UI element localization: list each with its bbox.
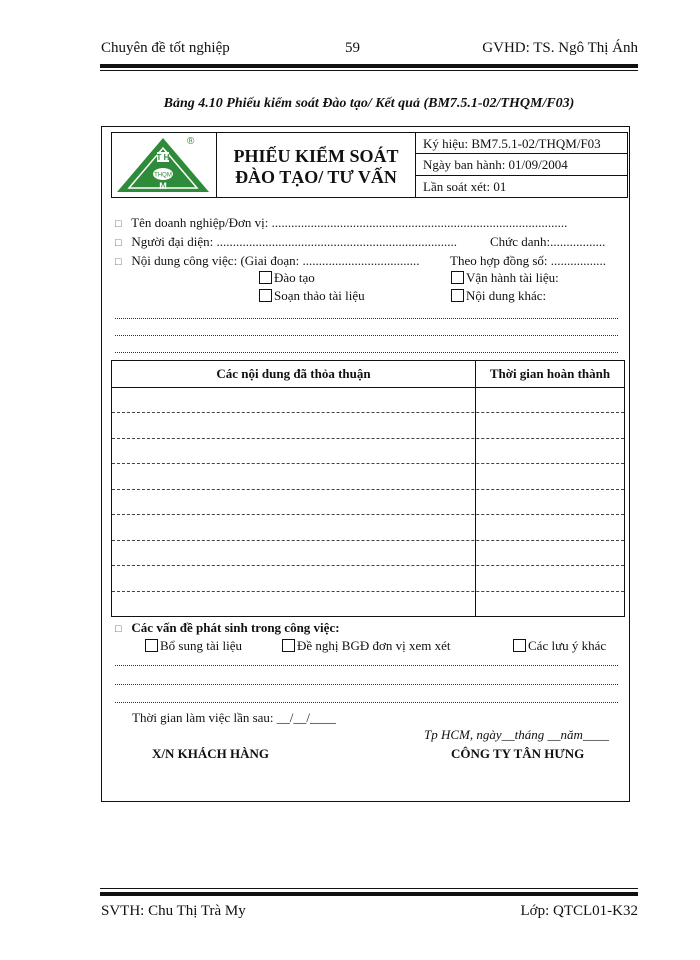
position-label[interactable]: Chức danh:................. — [490, 234, 606, 249]
meta-divider-2 — [415, 175, 628, 176]
bullet-square-icon: □ — [115, 256, 122, 268]
dotted-line — [115, 335, 618, 336]
checkbox-operate[interactable] — [451, 270, 559, 286]
footer-right: Lớp: QTCL01-K32 — [520, 903, 638, 919]
bullet-square-icon: □ — [115, 218, 122, 230]
checkbox-docs-label: Soạn thảo tài liệu — [274, 288, 365, 303]
checkbox-docs[interactable] — [259, 288, 365, 304]
footer-left: SVTH: Chu Thị Trà My — [101, 903, 246, 919]
checkbox-training[interactable] — [259, 270, 315, 286]
form-title-line2: ĐÀO TẠO/ TƯ VẤN — [235, 167, 397, 187]
footer-rule-thin — [100, 888, 638, 889]
checkbox-propose-label: Đề nghị BGĐ đơn vị xem xét — [297, 638, 451, 653]
representative-label: Người đại diện: .......................................................................... — [131, 234, 457, 249]
logo-center-text: THQM — [154, 172, 172, 179]
dotted-line — [115, 702, 618, 703]
checkbox-notes[interactable] — [513, 638, 606, 654]
checkbox-training-label: Đào tạo — [274, 270, 315, 285]
issues-line — [115, 620, 340, 636]
work-content-line[interactable] — [115, 253, 420, 269]
checkbox-notes-label: Các lưu ý khác — [528, 638, 607, 653]
revision: Lần soát xét: 01 — [423, 179, 507, 194]
company-label: Tên doanh nghiệp/Đơn vị: ........................................................................................... — [131, 215, 568, 230]
checkbox-box[interactable] — [259, 289, 272, 302]
meta-divider-1 — [415, 153, 628, 154]
table-caption: Bảng 4.10 Phiếu kiểm soát Đào tạo/ Kết quả (BM7.5.1-02/THQM/F03) — [163, 96, 575, 111]
header-right: GVHD: TS. Ngô Thị Ánh — [482, 40, 638, 56]
table-row[interactable] — [112, 412, 624, 413]
place-date: Tp HCM, ngày__tháng __năm____ — [424, 727, 609, 742]
header-divider-1 — [216, 132, 217, 198]
logo-top-text: T H — [156, 153, 170, 162]
checkbox-other[interactable] — [451, 288, 546, 304]
page-number: 59 — [345, 40, 360, 56]
checkbox-box[interactable] — [513, 639, 526, 652]
bullet-square-icon: □ — [115, 623, 122, 635]
dotted-line — [115, 684, 618, 685]
checkbox-add-docs[interactable] — [145, 638, 242, 654]
logo-bottom-text: M — [159, 181, 167, 191]
representative-line[interactable] — [115, 234, 457, 250]
checkbox-add-docs-label: Bổ sung tài liệu — [160, 638, 242, 653]
table-row[interactable] — [112, 514, 624, 515]
table-col-agreed-content: Các nội dung đã thỏa thuận — [216, 366, 371, 381]
work-content-label: Nội dung công việc: (Giai đoạn: .................................... — [131, 253, 420, 268]
dotted-line — [115, 352, 618, 353]
table-header-rule — [111, 387, 625, 388]
checkbox-box[interactable] — [259, 271, 272, 284]
contract-label[interactable]: Theo hợp đồng số: ................. — [450, 253, 607, 268]
signature-company: CÔNG TY TÂN HƯNG — [451, 746, 585, 761]
dotted-line — [115, 318, 618, 319]
header-rule-thick — [100, 64, 638, 68]
form-title-line1: PHIẾU KIỂM SOÁT — [233, 146, 399, 166]
company-logo — [113, 134, 213, 196]
table-row[interactable] — [112, 489, 624, 490]
table-row[interactable] — [112, 540, 624, 541]
issue-date: Ngày ban hành: 01/09/2004 — [423, 157, 568, 172]
next-meeting-time[interactable]: Thời gian làm việc lần sau: __/__/____ — [132, 710, 337, 725]
checkbox-propose[interactable] — [282, 638, 450, 654]
table-row[interactable] — [112, 438, 624, 439]
company-line[interactable] — [115, 215, 567, 231]
header-left: Chuyên đề tốt nghiệp — [101, 40, 230, 56]
checkbox-box[interactable] — [145, 639, 158, 652]
checkbox-box[interactable] — [451, 271, 464, 284]
dotted-line — [115, 665, 618, 666]
checkbox-other-label: Nội dung khác: — [466, 288, 547, 303]
checkbox-box[interactable] — [451, 289, 464, 302]
header-rule-thin — [100, 70, 638, 71]
checkbox-box[interactable] — [282, 639, 295, 652]
table-row[interactable] — [112, 591, 624, 592]
footer-rule-thick — [100, 892, 638, 896]
checkbox-operate-label: Vận hành tài liệu: — [466, 270, 559, 285]
bullet-square-icon: □ — [115, 237, 122, 249]
issues-label: Các vấn đề phát sinh trong công việc: — [131, 620, 340, 635]
logo-registered-mark: ® — [187, 136, 195, 147]
form-code: Ký hiệu: BM7.5.1-02/THQM/F03 — [423, 136, 601, 151]
header-divider-2 — [415, 132, 416, 198]
signature-customer: X/N KHÁCH HÀNG — [152, 746, 269, 761]
table-row[interactable] — [112, 565, 624, 566]
table-col-completion-time: Thời gian hoàn thành — [489, 366, 611, 381]
table-row[interactable] — [112, 463, 624, 464]
